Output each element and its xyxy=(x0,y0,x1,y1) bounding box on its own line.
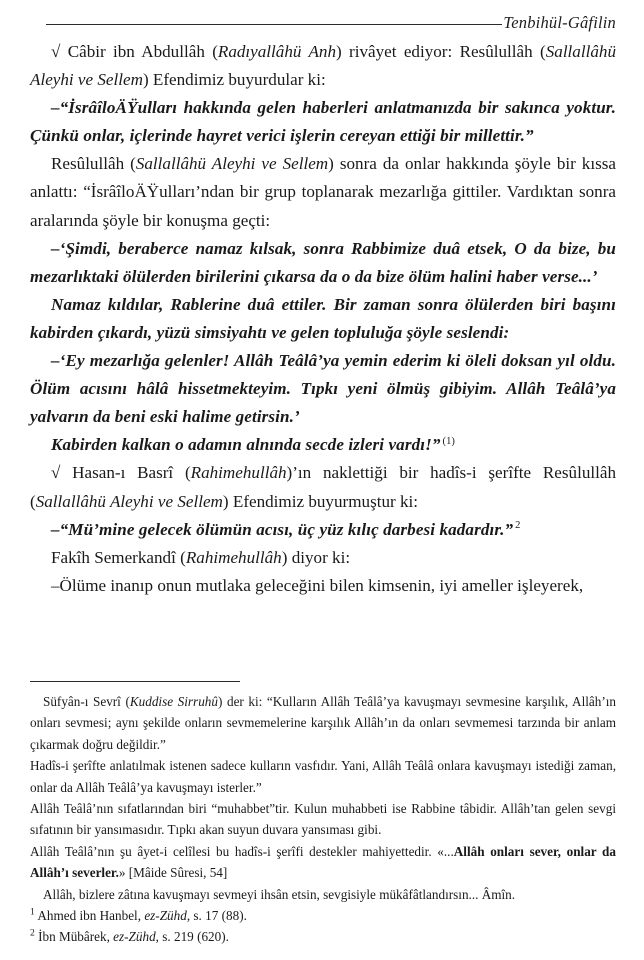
p-cabir-narration xyxy=(30,38,616,94)
text-run: Sallallâhü Aleyhi ve Sellem xyxy=(30,42,616,90)
text-run: Kabirden kalkan o adamın alnında secde izleri vardı!” xyxy=(51,435,441,455)
header-rule xyxy=(46,24,502,25)
text-run: Rahimehullâh xyxy=(190,463,287,483)
text-run: ) sonra da onlar hakkında şöyle bir kıssa anlattı: xyxy=(30,154,616,202)
text-run: ez-Zühd xyxy=(113,929,156,945)
text-run: Süfyân-ı Sevrî ( xyxy=(43,694,130,709)
text-run: Rahimehullâh xyxy=(185,547,282,567)
text-run: Radıyallâhü Anh xyxy=(217,42,337,61)
fn-ref-2 xyxy=(30,926,616,947)
header-title: Tenbihül-Gâfilin xyxy=(503,13,616,32)
text-run: –‘Ey mezarlığa gelenler! Allâh Teâlâ’ya yemin ederim ki öleli doksan yıl oldu. Ölüm acısını hâlâ hissetmekteyim. Tıpkı yeni ölmüş gibiyim. Allâh Teâlâ’ya yalvarın da beni eski halime getirsin.’ xyxy=(30,351,616,427)
fn-ayet xyxy=(30,841,616,884)
text-run: –‘Şimdi, beraberce namaz kılsak, sonra Rabbimize duâ etsek, O da bize, bu mezarlıktaki ölülerden birilerini çıkarsa da o da bize ölüm halini haber verse...’ xyxy=(30,238,616,286)
text-run: –“İsrâîloÄŸulları hakkında gelen haberleri anlatmanızda bir sakınca yoktur. Çünkü onlar, içlerinde hayret verici işlerin cereyan ettiği bir millettir.” xyxy=(30,98,616,146)
running-header xyxy=(30,9,616,37)
text-run: ez-Zühd xyxy=(144,908,187,924)
text-run: ) rivâyet ediyor: Resûlullâh ( xyxy=(336,42,546,61)
p-kissa-intro xyxy=(30,150,616,234)
text-run: “İsrâîloÄŸulları’ndan bir grup toplanarak mezarlığa gittiler. Vardıktan sonra aralarında şöyle bir konuşma geçti: xyxy=(30,182,616,230)
footnote-marker[interactable]: 2 xyxy=(515,519,521,531)
fn-sufyan xyxy=(30,691,616,755)
text-run: » [Mâide Sûresi, 54] xyxy=(118,865,228,881)
p-hasan-basri xyxy=(30,459,616,515)
text-run: Ahmed ibn Hanbel, xyxy=(34,908,145,924)
p-olume-inanip xyxy=(30,572,616,600)
text-run: ) der ki: “Kulların Allâh Teâlâ’ya kavuşmayı sevmesine karşılık, Allâh’ın onları sevmesi; aynı şekilde onların sevmemelerine karşılık Allâh’ın da onları sevmemesi tarzında bir anlam çıkarmak doğru değildir.” xyxy=(30,694,616,752)
p-hadith-israilogullari xyxy=(30,94,616,150)
text-run: Allâh onları sever, onlar da Allâh’ı severler. xyxy=(30,843,616,881)
text-run: Allâh Teâlâ’nın sıfatlarından biri “muhabbet”tir. Kulun muhabbeti ise Rabbine tâbidir. Allâh’tan gelen sevgi sıfatının bir yansımasıdır. Tıpkı akan suyun duvara yansıması gibi. xyxy=(30,801,616,838)
text-run: ) Efendimiz buyurdular ki: xyxy=(142,70,326,90)
text-run: ) Efendimiz buyurmuştur ki: xyxy=(222,491,419,511)
text-run: Allâh, bizlere zâtına kavuşmayı sevmeyi ihsân etsin, sevgisiyle mükâfâtlandırsın... Âmîn. xyxy=(43,886,516,902)
p-fakih-semerkandi xyxy=(30,544,616,572)
text-run: –“Mü’mine gelecek ölümün acısı, üç yüz kılıç darbesi kadardır.” xyxy=(51,519,514,539)
text-run: , s. 219 (620). xyxy=(155,929,229,945)
text-run: Allâh Teâlâ’nın şu âyet-i celîlesi bu hadîs-i şerîfi destekler mahiyettedir. «... xyxy=(30,843,454,859)
p-mumine-gelecek xyxy=(30,516,616,544)
footnote-ref-marker: 2 xyxy=(30,928,35,940)
fn-ref-1 xyxy=(30,905,616,926)
footnote-ref-marker: 1 xyxy=(30,906,35,918)
body-paragraph-list xyxy=(30,38,616,600)
text-run: Namaz kıldılar, Rablerine duâ ettiler. Bir zaman sonra ölülerden biri başını kabirden çıkardı, yüzü simsiyahtı ve gelen topluluğa şöyle seslendi: xyxy=(30,294,616,342)
text-run: √ Câbir ibn Abdullâh ( xyxy=(51,42,218,61)
fn-hadisi-serifte xyxy=(30,755,616,798)
fn-muhabbet xyxy=(30,798,616,841)
footnote-marker[interactable]: (1) xyxy=(442,435,456,447)
text-run: Fakîh Semerkandî ( xyxy=(51,547,186,567)
text-run: Resûlullâh ( xyxy=(51,154,136,174)
text-run: )’ın naklettiği bir hadîs-i şerîfte Resûlullâh ( xyxy=(30,463,616,511)
p-ey-mezarliga xyxy=(30,347,616,431)
p-namaz-kildilar xyxy=(30,291,616,347)
text-run: Hadîs-i şerîfte anlatılmak istenen sadece kulların vasfıdır. Yani, Allâh Teâlâ onlara kavuşmayı istediği zaman, onlar da Allâh Teâlâ’ya kavuşmayı isterler.” xyxy=(30,758,616,795)
footnote-section xyxy=(30,681,616,948)
p-simdi-beraberce xyxy=(30,235,616,291)
text-run: √ Hasan-ı Basrî ( xyxy=(51,463,191,483)
text-run: İbn Mübârek, xyxy=(34,929,114,945)
text-run: ) diyor ki: xyxy=(281,547,351,567)
p-kabirden-kalkan xyxy=(30,431,616,459)
body-column xyxy=(30,38,616,600)
text-run: Sallallâhü Aleyhi ve Sellem xyxy=(35,491,223,511)
text-run: Kuddise Sirruhû xyxy=(129,694,218,709)
footnote-separator-rule xyxy=(30,681,240,682)
text-run: Sallallâhü Aleyhi ve Sellem xyxy=(135,154,329,174)
footnote-reference-list xyxy=(30,905,616,948)
text-run: , s. 17 (88). xyxy=(186,908,247,924)
footnote-note-list xyxy=(30,691,616,905)
text-run: –Ölüme inanıp onun mutlaka geleceğini bilen kimsenin, iyi ameller işleyerek, xyxy=(51,575,584,595)
fn-amin xyxy=(30,884,616,905)
